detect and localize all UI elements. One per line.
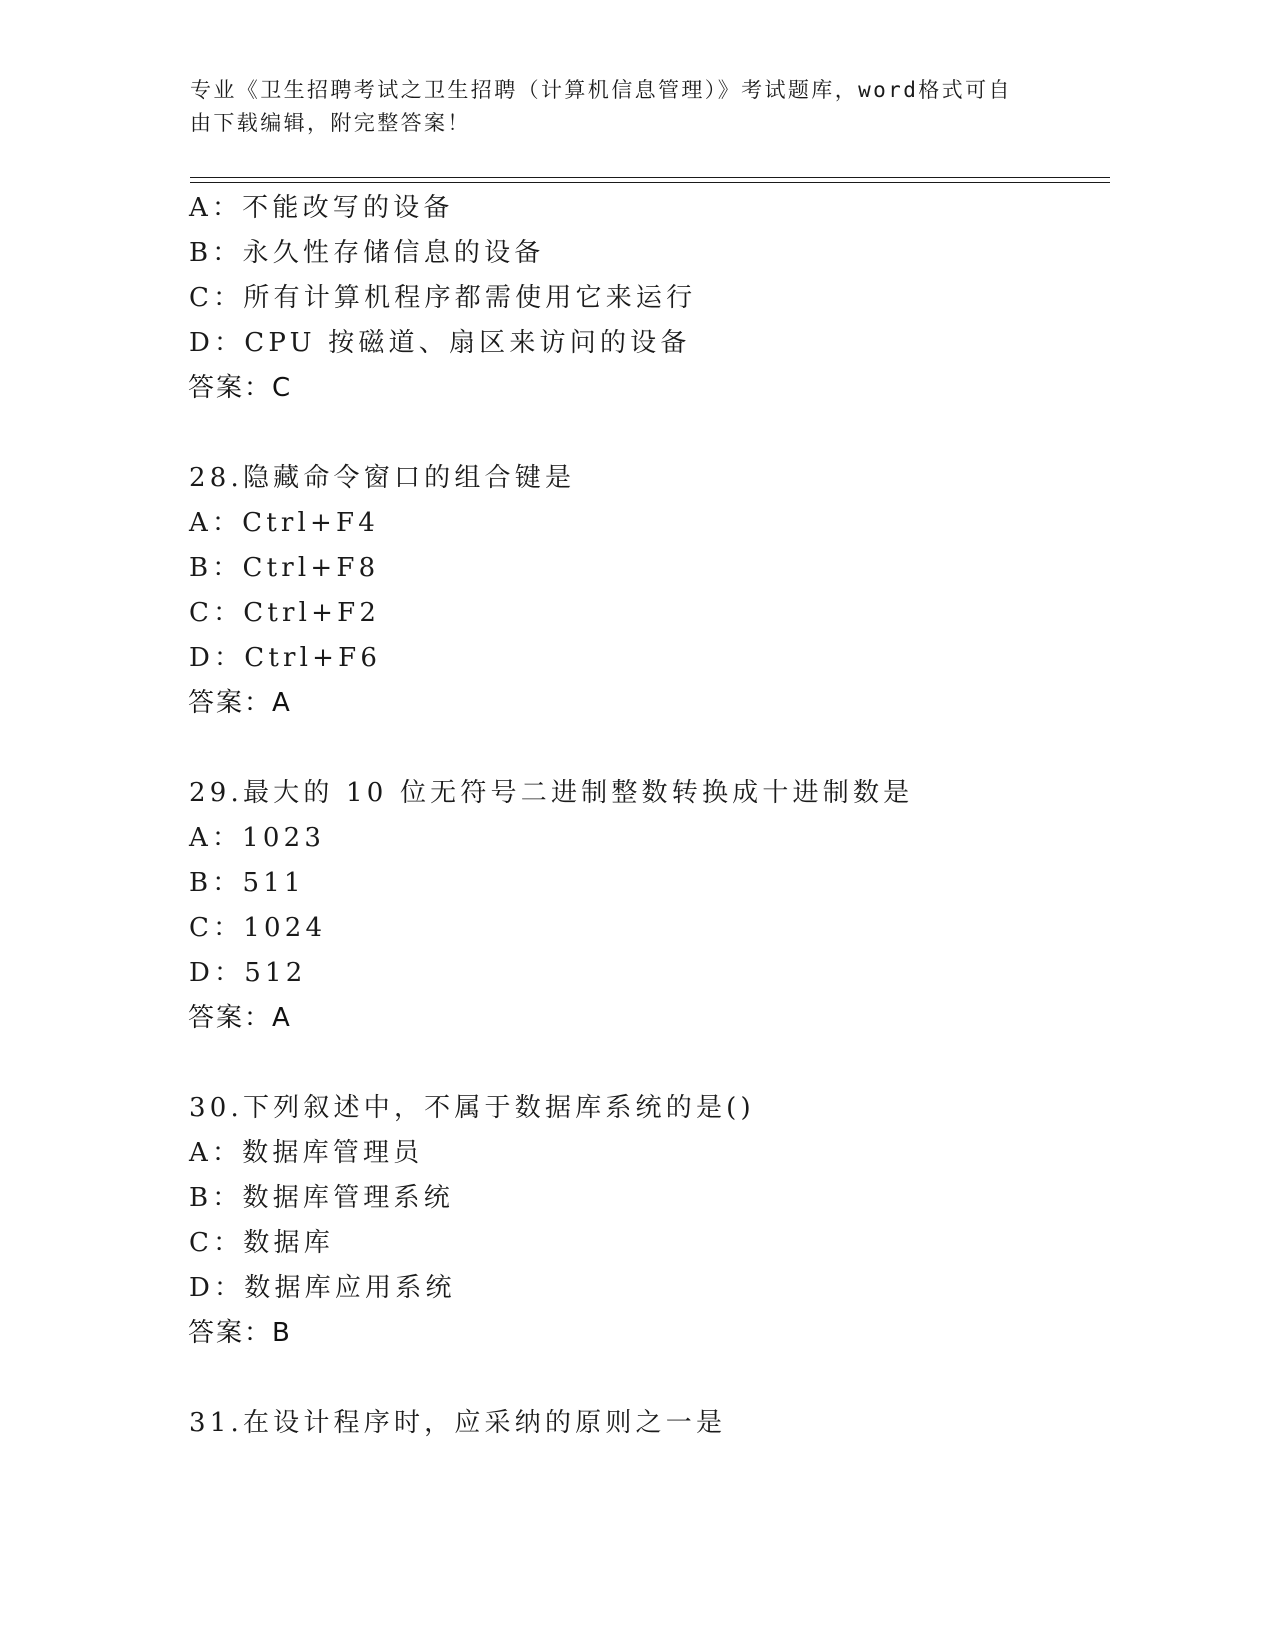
q27-option-b: B：永久性存储信息的设备	[189, 238, 545, 268]
q30-option-d: D：数据库应用系统	[189, 1273, 456, 1303]
q27-option-c: C：所有计算机程序都需使用它来运行	[189, 283, 697, 313]
q30-question: 30.下列叙述中，不属于数据库系统的是()	[189, 1093, 755, 1123]
header-divider-bottom	[190, 182, 1110, 183]
q28-answer: 答案：A	[188, 688, 292, 718]
q31-question: 31.在设计程序时，应采纳的原则之一是	[189, 1408, 727, 1438]
q28-option-c: C：Ctrl+F2	[189, 598, 381, 628]
q29-option-a: A：1023	[189, 823, 326, 853]
q29-question: 29.最大的 10 位无符号二进制整数转换成十进制数是	[189, 778, 914, 808]
header-line-2: 由下载编辑，附完整答案！	[190, 111, 471, 135]
q30-option-b: B：数据库管理系统	[189, 1183, 454, 1213]
q28-option-a: A：Ctrl+F4	[189, 508, 380, 538]
q27-answer: 答案：C	[188, 373, 293, 403]
header-line-1: 专业《卫生招聘考试之卫生招聘（计算机信息管理）》考试题库，word格式可自	[190, 78, 1012, 102]
document-header	[190, 74, 1090, 140]
q30-option-c: C：数据库	[189, 1228, 334, 1258]
q28-option-b: B：Ctrl+F8	[189, 553, 380, 583]
q30-answer: 答案：B	[188, 1318, 292, 1348]
q28-option-d: D：Ctrl+F6	[189, 643, 382, 673]
header-divider-top	[190, 177, 1110, 178]
q30-option-a: A：数据库管理员	[189, 1138, 424, 1168]
q29-option-c: C：1024	[189, 913, 327, 943]
q29-option-d: D：512	[189, 958, 307, 988]
q28-question: 28.隐藏命令窗口的组合键是	[189, 463, 576, 493]
q27-option-d: D：CPU 按磁道、扇区来访问的设备	[189, 328, 691, 358]
q29-answer: 答案：A	[188, 1003, 292, 1033]
q29-option-b: B：511	[189, 868, 305, 898]
q27-option-a: A：不能改写的设备	[189, 193, 454, 223]
